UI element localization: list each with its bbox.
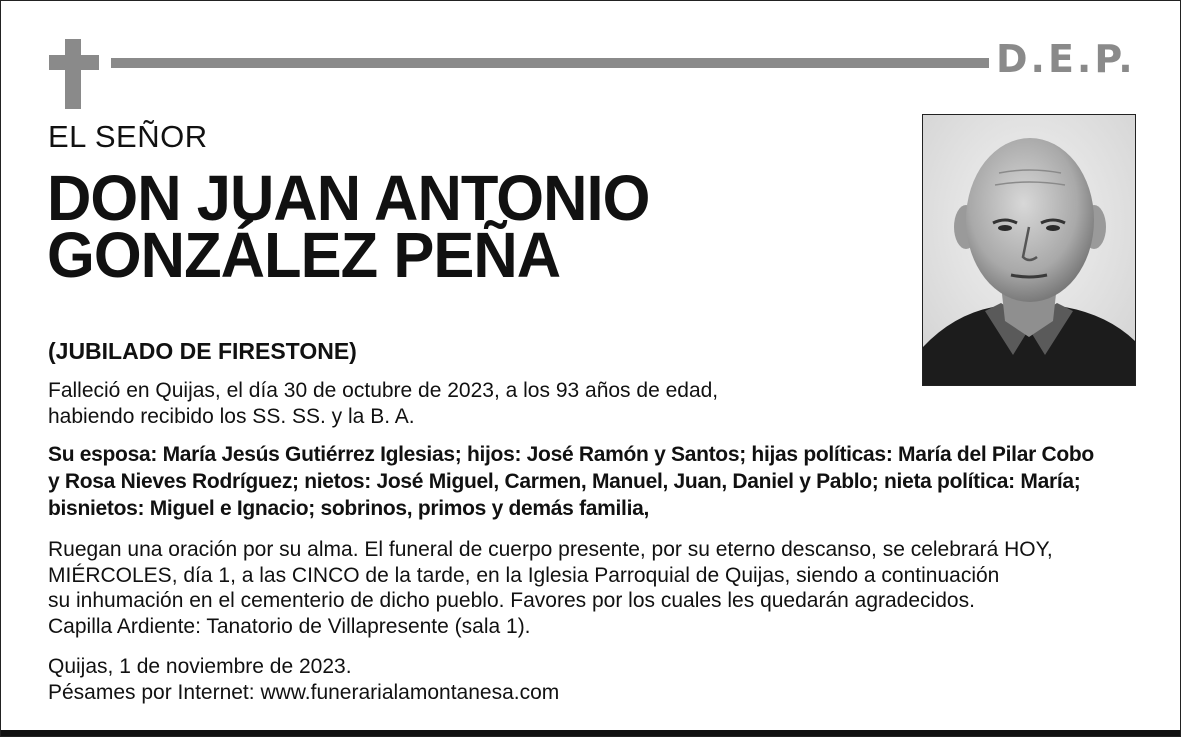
bottom-border (1, 730, 1180, 736)
honorific: EL SEÑOR (48, 119, 208, 154)
occupation: (JUBILADO DE FIRESTONE) (48, 338, 357, 364)
funeral-service-info (48, 537, 1053, 639)
closing-info (48, 654, 559, 705)
family-line: bisnietos: Miguel e Ignacio; sobrinos, primos y demás familia, (48, 497, 650, 520)
service-line: MIÉRCOLES, día 1, a las CINCO de la tarde, en la Iglesia Parroquial de Quijas, siendo a continuación (48, 563, 1000, 587)
family-list (48, 441, 1094, 522)
service-line: su inhumación en el cementerio de dicho pueblo. Favores por los cuales les quedarán agradecidos. (48, 589, 975, 612)
dep-label: D.E.P. (996, 37, 1136, 81)
name-line: DON JUAN ANTONIO (47, 162, 650, 234)
family-line: y Rosa Nieves Rodríguez; nietos: José Miguel, Carmen, Manuel, Juan, Daniel y Pablo; nieta política: María; (48, 470, 1081, 493)
family-line: Su esposa: María Jesús Gutiérrez Iglesias; hijos: José Ramón y Santos; hijas políticas: María del Pilar Cobo (48, 443, 1094, 466)
header-rule (111, 58, 989, 68)
place-date: Quijas, 1 de noviembre de 2023. (48, 655, 352, 678)
cross-vertical-bar (65, 39, 81, 109)
death-notice-line: Falleció en Quijas, el día 30 de octubre de 2023, a los 93 años de edad, (48, 379, 719, 402)
deceased-name (47, 162, 650, 291)
death-notice-line: habiendo recibido los SS. SS. y la B. A. (48, 404, 415, 428)
condolences-web: Pésames por Internet: www.funerarialamontanesa.com (48, 680, 560, 704)
portrait-photo (922, 114, 1136, 386)
service-line: Capilla Ardiente: Tanatorio de Villapresente (sala 1). (48, 614, 531, 638)
death-notice (48, 378, 718, 429)
service-line: Ruegan una oración por su alma. El funeral de cuerpo presente, por su eterno descanso, se celebrará HOY, (48, 538, 1053, 561)
cross-horizontal-bar (49, 55, 99, 70)
name-line: GONZÁLEZ PEÑA (47, 219, 561, 291)
